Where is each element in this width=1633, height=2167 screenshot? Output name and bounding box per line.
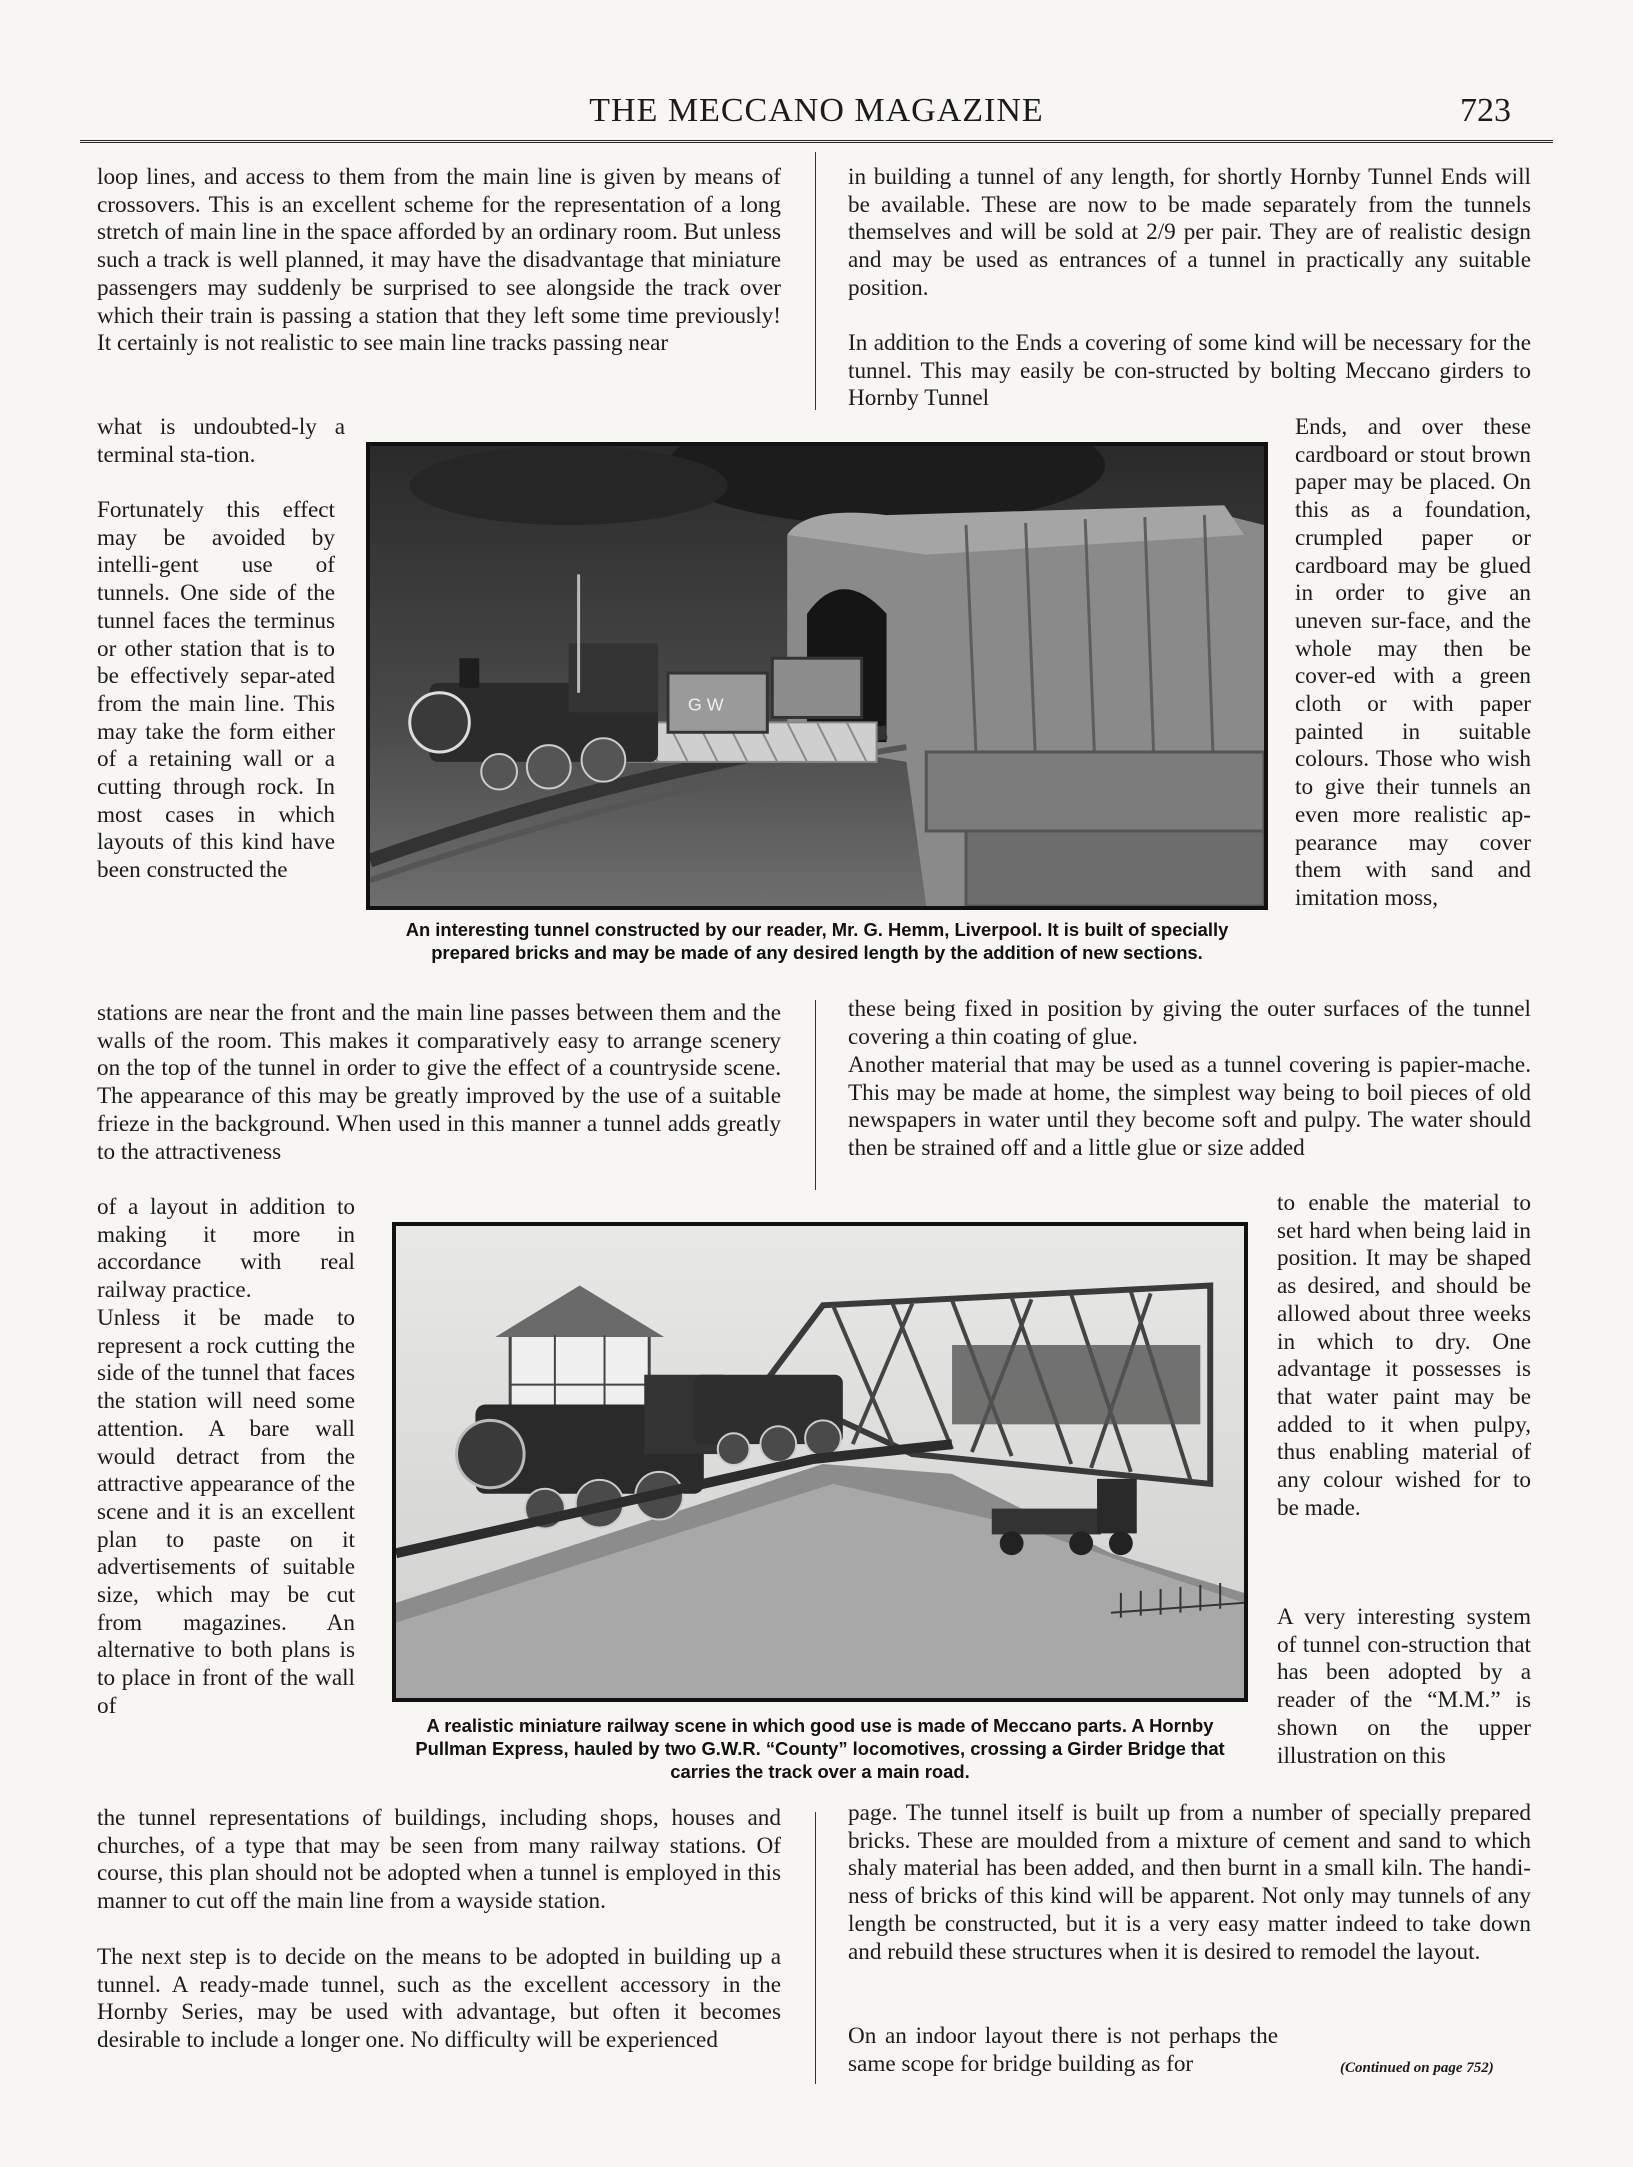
wagon-label: G W [687,694,724,715]
left-paragraph-1-wrap: what is undoubted-ly a terminal sta-tion. [97,414,345,468]
right-paragraph-2: In addition to the Ends a covering of some kind will be necessary for the tunnel. This may easily be con-structed by bolting Meccano girders to Hornby Tunnel [848,330,1531,412]
figure-2-caption: A realistic miniature railway scene in which good use is made of Meccano parts. A Hornby Pullman Express, hauled by two G.W.R. “County” locomotives, crossing a Girder Bridge that carries the track over a main road. [415,1715,1225,1782]
column-divider-bottom [815,1812,816,2084]
left-paragraph-2-wrap: Fortunately this effect may be avoided by intelli-gent use of tunnels. One side of the tunnel faces the terminus or other station that is to be effectively separ-ated from the main line. This may take the form either of a retaining wall or a cutting through rock. In most cases in which layouts of this kind have been constructed the [97,497,335,884]
right-paragraph-5: On an indoor layout there is not perhaps the same scope for bridge building as for [848,2023,1278,2077]
column-divider-top [815,152,816,410]
right-paragraph-2-wrap: Ends, and over these cardboard or stout brown paper may be placed. On this as a foundation, crumpled paper or cardboard may be glued in order to give an uneven sur-face, and the whole may then be cover-ed with a green cloth or with paper painted in suitable colours. Those who wish to give their tunnels an even more realistic ap-pearance may cover them with sand and imitation moss, [1295,414,1531,911]
left-paragraph-3-wrap: Unless it be made to represent a rock cutting the side of the tunnel that faces the station will need some attention. A bare wall would detract from the attractive appearance of the scene and it is an excellent plan to paste on it advertisements of suitable size, which may be cut from magazines. An alternative to both plans is to place in front of the wall of [97,1305,355,1719]
header-rule [80,140,1553,143]
left-paragraph-4: The next step is to decide on the means to be adopted in building up a tunnel. A ready-made tunnel, such as the excellent accessory in the Hornby Series, may be used with advantage, but often it becomes desirable to include a longer one. No difficulty will be experienced [97,1944,781,2054]
figure-1-caption: An interesting tunnel constructed by our reader, Mr. G. Hemm, Liverpool. It is built of specially prepared bricks and may be made of any desired length by the addition of new sections. [405,919,1229,963]
right-paragraph-4-wrap: A very interesting system of tunnel con-struction that has been adopted by a reader of the “M.M.” is shown on the upper illustration on this [1277,1604,1531,1769]
left-paragraph-3-full: the tunnel representations of buildings, including shops, houses and churches, of a type that may be seen from many railway stations. Of course, this plan should not be adopted when a tunnel is employed in this manner to cut off the main line from a wayside station. [97,1805,781,1915]
bridge-photo [392,1222,1248,1702]
tunnel-photo [366,442,1268,910]
right-paragraph-3: Another material that may be used as a tunnel covering is papier-mache. This may be made at home, the simplest way being to boil pieces of old newspapers in water until they become soft and pulpy. The water should then be strained off and a little glue or size added [848,1052,1531,1162]
right-paragraph-1: in building a tunnel of any length, for shortly Hornby Tunnel Ends will be available. These are now to be made separately from the tunnels themselves and will be sold at 2/9 per pair. They are of realistic design and may be used as entrances of a tunnel in practically any suitable position. [848,164,1531,301]
column-divider-middle [815,1000,816,1190]
left-paragraph-1: loop lines, and access to them from the main line is given by means of crossovers. This is an excellent scheme for the representation of a long stretch of main line in the space afforded by an ordinary room. But unless such a track is well planned, it may have the disadvantage that miniature passengers may suddenly be surprised to see alongside the track over which their train is passing a station that they left some time previously! It certainly is not realistic to see main line tracks passing near [97,164,781,357]
continued-note: (Continued on page 752) [1340,2060,1494,2076]
left-paragraph-2-wrap2: of a layout in addition to making it more in accordance with real railway practice. [97,1194,355,1304]
magazine-title: THE MECCANO MAGAZINE [589,92,1044,129]
right-paragraph-3-wrap: to enable the material to set hard when being laid in position. It may be shaped as desired, and should be allowed about three weeks in which to dry. One advantage it possesses is that water paint may be added to it when pulpy, thus enabling material of any colour wished for to be made. [1277,1190,1531,1521]
left-paragraph-2-full: stations are near the front and the main line passes between them and the walls of the room. This makes it comparatively easy to arrange scenery on the top of the tunnel in order to give the effect of a countryside scene. The appearance of this may be greatly improved by the use of a suitable frieze in the background. When used in this manner a tunnel adds greatly to the attractiveness [97,1000,781,1165]
page-number: 723 [1460,92,1511,129]
right-paragraph-4-full: page. The tunnel itself is built up from a number of specially prepared bricks. These are moulded from a mixture of cement and sand to which shaly material has been added, and then burnt in a small kiln. The handi-ness of bricks of this kind will be apparent. Not only may tunnels of any length be constructed, but it is a very easy matter indeed to take down and rebuild these structures when it is desired to remodel the layout. [848,1800,1531,1965]
right-paragraph-2-full: these being fixed in position by giving the outer surfaces of the tunnel covering a thin coating of glue. [848,996,1531,1050]
